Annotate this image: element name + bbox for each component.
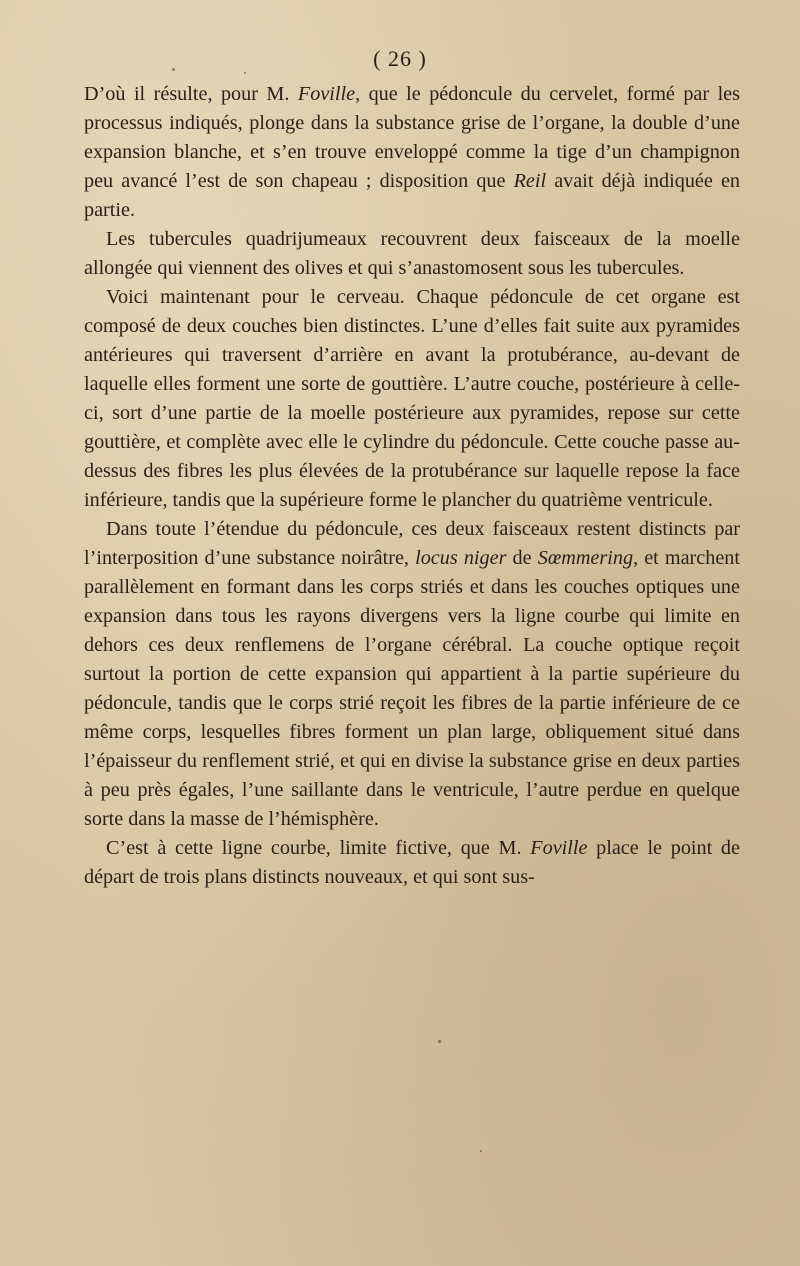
text-segment: de xyxy=(506,547,538,569)
text-segment: D’où il résulte, pour M. xyxy=(84,83,298,105)
text-segment: , que le pédoncule du cervelet, formé par les processus indiqués, plonge dans la substance grise de l’organe, la double d’une expansion blanche, et s’en trouve enveloppé comme la tige d’un champignon peu avancé l’est de son chapeau ; disposition que xyxy=(84,83,740,192)
page-number: ( 26 ) xyxy=(373,46,427,71)
ink-speck xyxy=(244,72,246,74)
text-segment: Voici maintenant pour le cerveau. Chaque pédoncule de cet organe est composé de deux couches bien distinctes. L’une d’elles fait suite aux pyramides antérieures qui traversent d’arrière en avant la protubérance, au-devant de laquelle elles forment une sorte de gouttière. L’autre couche, postérieure à celle-ci, sort d’une partie de la moelle postérieure aux pyramides, repose sur cette gouttière, et complète avec elle le cylindre du pédoncule. Cette couche passe au-dessus des fibres les plus élevées de la protubérance sur laquelle repose la face inférieure, tandis que la supérieure forme le plancher du quatrième ventricule. xyxy=(84,286,740,511)
italic-text: Sœmmering xyxy=(537,547,634,569)
ink-speck xyxy=(438,1040,441,1043)
paragraph xyxy=(84,80,740,225)
text-segment: Dans toute l’étendue du pédoncule, ces deux faisceaux restent distincts par l’interposition d’une substance noirâtre, xyxy=(84,518,740,569)
italic-text: Foville xyxy=(297,83,356,105)
paragraph xyxy=(84,515,740,834)
ink-speck xyxy=(172,68,175,71)
text-segment: Les tubercules quadrijumeaux recouvrent deux faisceaux de la moelle allongée qui viennent des olives et qui s’anastomosent sous les tubercules. xyxy=(84,228,740,279)
paragraph xyxy=(84,283,740,515)
paragraph xyxy=(84,834,740,892)
italic-text: locus niger xyxy=(415,547,507,569)
italic-text: Foville xyxy=(530,837,588,859)
text-segment: avait déjà indiquée en partie. xyxy=(84,170,741,221)
text-segment: place le point de départ de trois plans distincts nouveaux, et qui sont sus- xyxy=(84,837,740,888)
text-segment: , et marchent parallèlement en formant dans les corps striés et dans les couches optiques une expansion dans tous les rayons divergens vers la ligne courbe qui limite en dehors ces deux renflemens de l’organe cérébral. La couche optique reçoit surtout la portion de cette expansion qui appartient à la partie supérieure du pédoncule, tandis que le corps strié reçoit les fibres de la partie inférieure de ce même corps, lesquelles fibres forment un plan large, obliquement situé dans l’épaisseur du renflement strié, et qui en divise la substance grise en deux parties à peu près égales, l’une saillante dans le ventricule, l’autre perdue en quelque sorte dans la masse de l’hémisphère. xyxy=(84,547,740,830)
italic-text: Reil xyxy=(513,170,547,192)
text-segment: C’est à cette ligne courbe, limite fictive, que M. xyxy=(106,837,531,859)
body-text xyxy=(84,80,740,892)
ink-speck xyxy=(480,1150,482,1152)
paragraph xyxy=(84,225,740,283)
